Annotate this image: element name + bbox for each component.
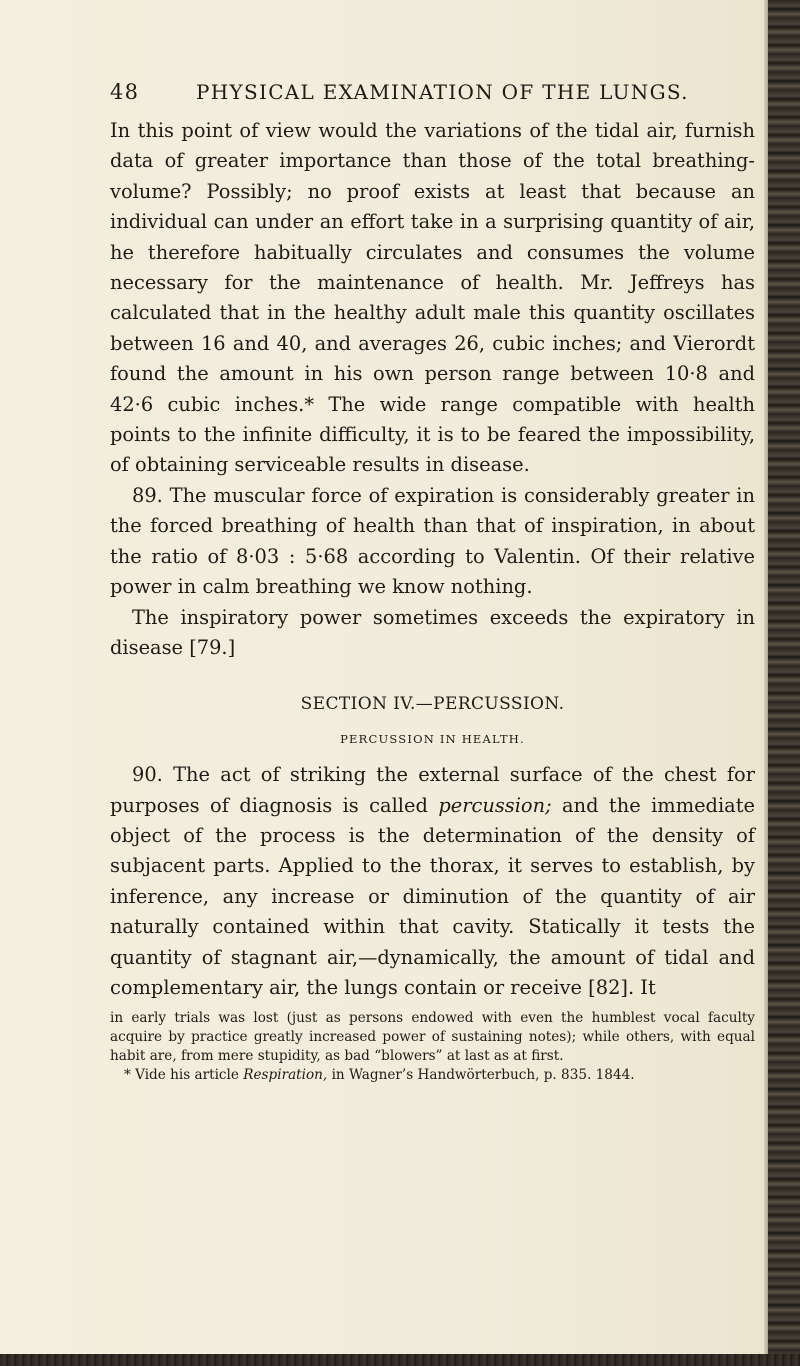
page-number: 48 <box>110 80 140 104</box>
book-binding-edge <box>768 0 800 1366</box>
paragraph-tidal-air: In this point of view would the variations of the tidal air, furnish data of greater importance than those of the total breathing-volume? Possibly; no proof exists at least that because an individual can under an effort take in a surprising quantity of air, he therefore habitually circulates and consumes the volume necessary for the maintenance of health. Mr. Jeffreys has calculated that in the healthy adult male this quantity oscillates between 16 and 40, and averages 26, cubic inches; and Vierordt found the amount in his own person range between 10·8 and 42·6 cubic inches.* The wide range compatible with health points to the infinite difficulty, it is to be feared the impossibility, of obtaining serviceable results in disease. <box>110 119 755 477</box>
paragraph-inspiratory-power: The inspiratory power sometimes exceeds the expiratory in disease [79.] <box>110 605 755 659</box>
bottom-page-edge <box>0 1354 800 1366</box>
paragraph-90-italic-term: percussion; <box>438 793 552 817</box>
body-text <box>110 116 755 1085</box>
footnote-vide <box>110 1066 755 1085</box>
footnote-vide-rest: in Wagner’s Handwörterbuch, p. 835. 1844. <box>327 1067 635 1084</box>
subsection-heading: PERCUSSION IN HEALTH. <box>340 731 525 746</box>
running-head: PHYSICAL EXAMINATION OF THE LUNGS. <box>196 80 689 104</box>
footnotes <box>110 1009 755 1085</box>
page-header <box>110 80 750 104</box>
section-heading: SECTION IV.—PERCUSSION. <box>300 694 565 715</box>
paragraph-90-start: 90. The act of striking the external surface of the chest for purposes of diagnosis is called <box>110 763 755 817</box>
footnote-continuation: in early trials was lost (just as persons endowed with even the humblest vocal faculty acquire by practice greatly increased power of sustaining notes); while others, with equal habit are, from mere stupidity, as bad “blowers” at last as at first. <box>110 1010 755 1065</box>
paragraph-89: 89. The muscular force of expiration is considerably greater in the forced breathing of health than that of inspiration, in about the ratio of 8·03 : 5·68 according to Valentin. Of their relative power in calm breathing we know nothing. <box>110 483 755 599</box>
paragraph-90 <box>110 760 755 1003</box>
footnote-vide-italic: Respiration, <box>243 1067 328 1084</box>
footnote-vide-start: * Vide his article <box>124 1067 244 1084</box>
paragraph-90-rest: and the immediate object of the process is the determination of the density of subjacent parts. Applied to the thorax, it serves to establish, by inference, any increase or diminution of the quantity of air naturally contained within that cavity. Statically it tests the quantity of stagnant air,—dynamically, the amount of tidal and complementary air, the lungs contain or receive [82]. It <box>110 793 755 999</box>
